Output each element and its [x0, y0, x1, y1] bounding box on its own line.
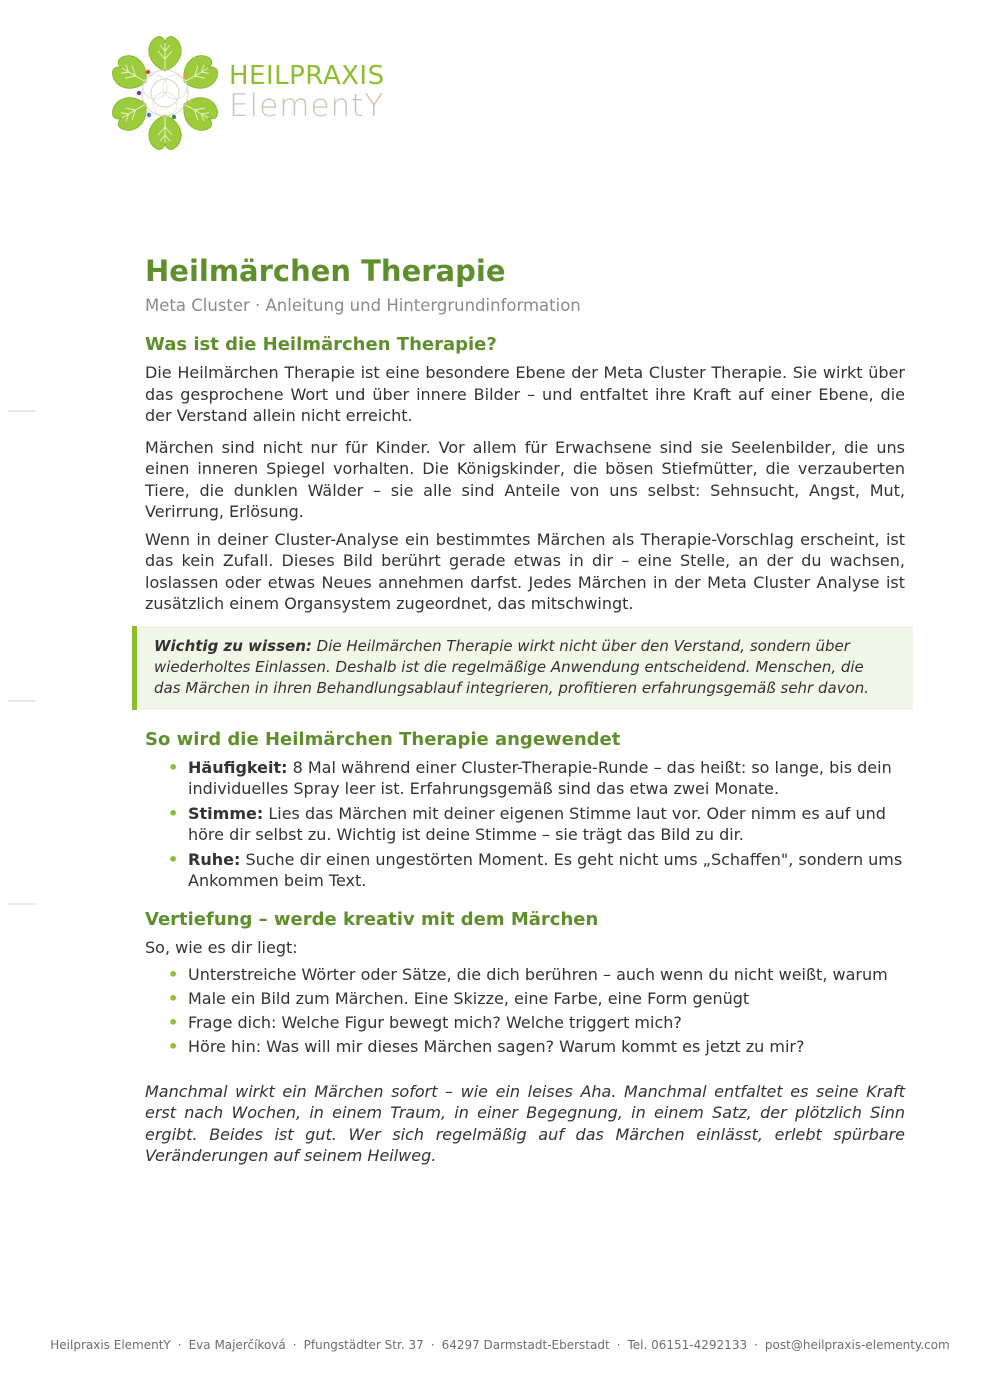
footer-separator: · [616, 1338, 621, 1352]
list-item-text: Suche dir einen ungestörten Moment. Es geht nicht ums „Schaffen", sondern ums Ankommen beim Text. [188, 849, 903, 890]
list-item-text: Höre hin: Was will mir dieses Märchen sagen? Warum kommt es jetzt zu mir? [188, 1037, 805, 1056]
bullet-icon: • [168, 989, 179, 1008]
list-item-text: Male ein Bild zum Märchen. Eine Skizze, eine Farbe, eine Form genügt [188, 989, 750, 1008]
paragraph: Die Heilmärchen Therapie ist eine besondere Ebene der Meta Cluster Therapie. Sie wirkt über das gesprochene Wort und über innere Bilder – und entfaltet ihre Kraft auf einer Ebene, die der Verstand allein nicht erreicht. [145, 363, 905, 425]
logo-text-top: HEILPRAXIS [229, 61, 385, 91]
list-item-text: 8 Mal während einer Cluster-Therapie-Runde – das heißt: so lange, bis dein individuelles Spray leer ist. Erfahrungsgemäß sind das etwa zwei Monate. [188, 757, 892, 798]
leaf-icon [149, 115, 181, 150]
section-heading: Vertiefung – werde kreativ mit dem Märchen [145, 908, 599, 930]
leaf-mandala-icon [108, 36, 223, 151]
bullet-icon: • [168, 965, 179, 984]
footer-separator: · [177, 1338, 182, 1352]
footer-email[interactable]: post@heilpraxis-elementy.com [764, 1338, 950, 1352]
list-item-text: Lies das Märchen mit deiner eigenen Stimme laut vor. Oder nimm es auf und höre dir selbst zu. Wichtig ist deine Stimme – sie trägt das Bild zu dir. [188, 803, 886, 844]
leaf-icon [176, 51, 222, 96]
leaf-icon [108, 90, 154, 135]
list-item [167, 1012, 905, 1034]
page-title: Heilmärchen Therapie [145, 254, 506, 288]
footer-name: Eva Majerčíková [188, 1338, 286, 1352]
section-heading: Was ist die Heilmärchen Therapie? [145, 334, 497, 355]
bullet-icon: • [168, 1037, 179, 1056]
closing-paragraph: Manchmal wirkt ein Märchen sofort – wie ein leises Aha. Manchmal entfaltet es seine Kraft erst nach Wochen, in einem Traum, in einer Begegnung, in einem Satz, der plötzlich Sinn ergibt. Beides ist gut. Wer sich regelmäßig auf das Märchen einlässt, erlebt spürbare Veränderungen auf seinem Heilweg. [145, 1081, 905, 1165]
callout-label: Wichtig zu wissen: [154, 636, 312, 655]
footer-practice: Heilpraxis ElementY [50, 1338, 171, 1352]
list-item-text: Frage dich: Welche Figur bewegt mich? Welche triggert mich? [188, 1013, 682, 1032]
list-item [167, 803, 905, 846]
margin-mark [8, 903, 36, 905]
list-item [167, 988, 905, 1010]
bullet-icon: • [168, 849, 179, 869]
logo-text-bottom: ElementY [229, 88, 385, 124]
footer-separator: · [754, 1338, 758, 1352]
footer-city: 64297 Darmstadt-Eberstadt [441, 1338, 610, 1352]
list-item [167, 964, 905, 986]
paragraph: Märchen sind nicht nur für Kinder. Vor allem für Erwachsene sind sie Seelenbilder, die uns einen inneren Spiegel vorhalten. Die Königskinder, die bösen Stiefmütter, die verzauberten Tiere, die dunklen Wälder – sie alle sind Anteile von uns selbst: Sehnsucht, Angst, Mut, Verirrung, Erlösung. [145, 437, 905, 521]
footer-street: Pfungstädter Str. 37 [303, 1338, 424, 1352]
creative-list [145, 964, 905, 1058]
list-item [167, 1036, 905, 1058]
paragraph: So, wie es dir liegt: [145, 937, 298, 957]
section-heading: So wird die Heilmärchen Therapie angewendet [145, 728, 621, 750]
footer [0, 1336, 1000, 1354]
list-item [167, 849, 905, 892]
usage-list [145, 757, 905, 892]
list-item-label: Häufigkeit: [188, 757, 288, 777]
document-body [145, 252, 905, 1167]
footer-phone: Tel. 06151-4292133 [627, 1338, 748, 1352]
list-item-text: Unterstreiche Wörter oder Sätze, die dich berühren – auch wenn du nicht weißt, warum [188, 965, 888, 984]
footer-separator: · [430, 1338, 435, 1352]
footer-separator: · [292, 1338, 297, 1352]
leaf-icon [149, 36, 181, 71]
page-subtitle: Meta Cluster · Anleitung und Hintergrundinformation [145, 296, 581, 315]
leaf-icon [176, 90, 222, 135]
callout-text: Die Heilmärchen Therapie wirkt nicht über den Verstand, sondern über wiederholtes Einlassen. Deshalb ist die regelmäßige Anwendung entscheidend. Menschen, die das Märchen in ihren Behandlungsablauf integrieren, profitieren erfahrungsgemäß sehr davon. [154, 636, 870, 697]
list-item [167, 757, 905, 800]
logo [108, 36, 408, 151]
margin-mark [8, 410, 36, 412]
margin-mark [8, 700, 36, 702]
bullet-icon: • [168, 757, 179, 777]
list-item-label: Ruhe: [188, 849, 241, 869]
list-item-label: Stimme: [188, 803, 264, 823]
info-callout [132, 626, 913, 710]
bullet-icon: • [168, 1013, 179, 1032]
bullet-icon: • [168, 803, 179, 823]
paragraph: Wenn in deiner Cluster-Analyse ein bestimmtes Märchen als Therapie-Vorschlag erscheint, ist das kein Zufall. Dieses Bild berührt gerade etwas in dir – eine Stelle, an der du wachsen, loslassen oder etwas Neues annehmen darfst. Jedes Märchen in der Meta Cluster Analyse ist zusätzlich einem Organsystem zugeordnet, das mitschwingt. [145, 529, 905, 613]
